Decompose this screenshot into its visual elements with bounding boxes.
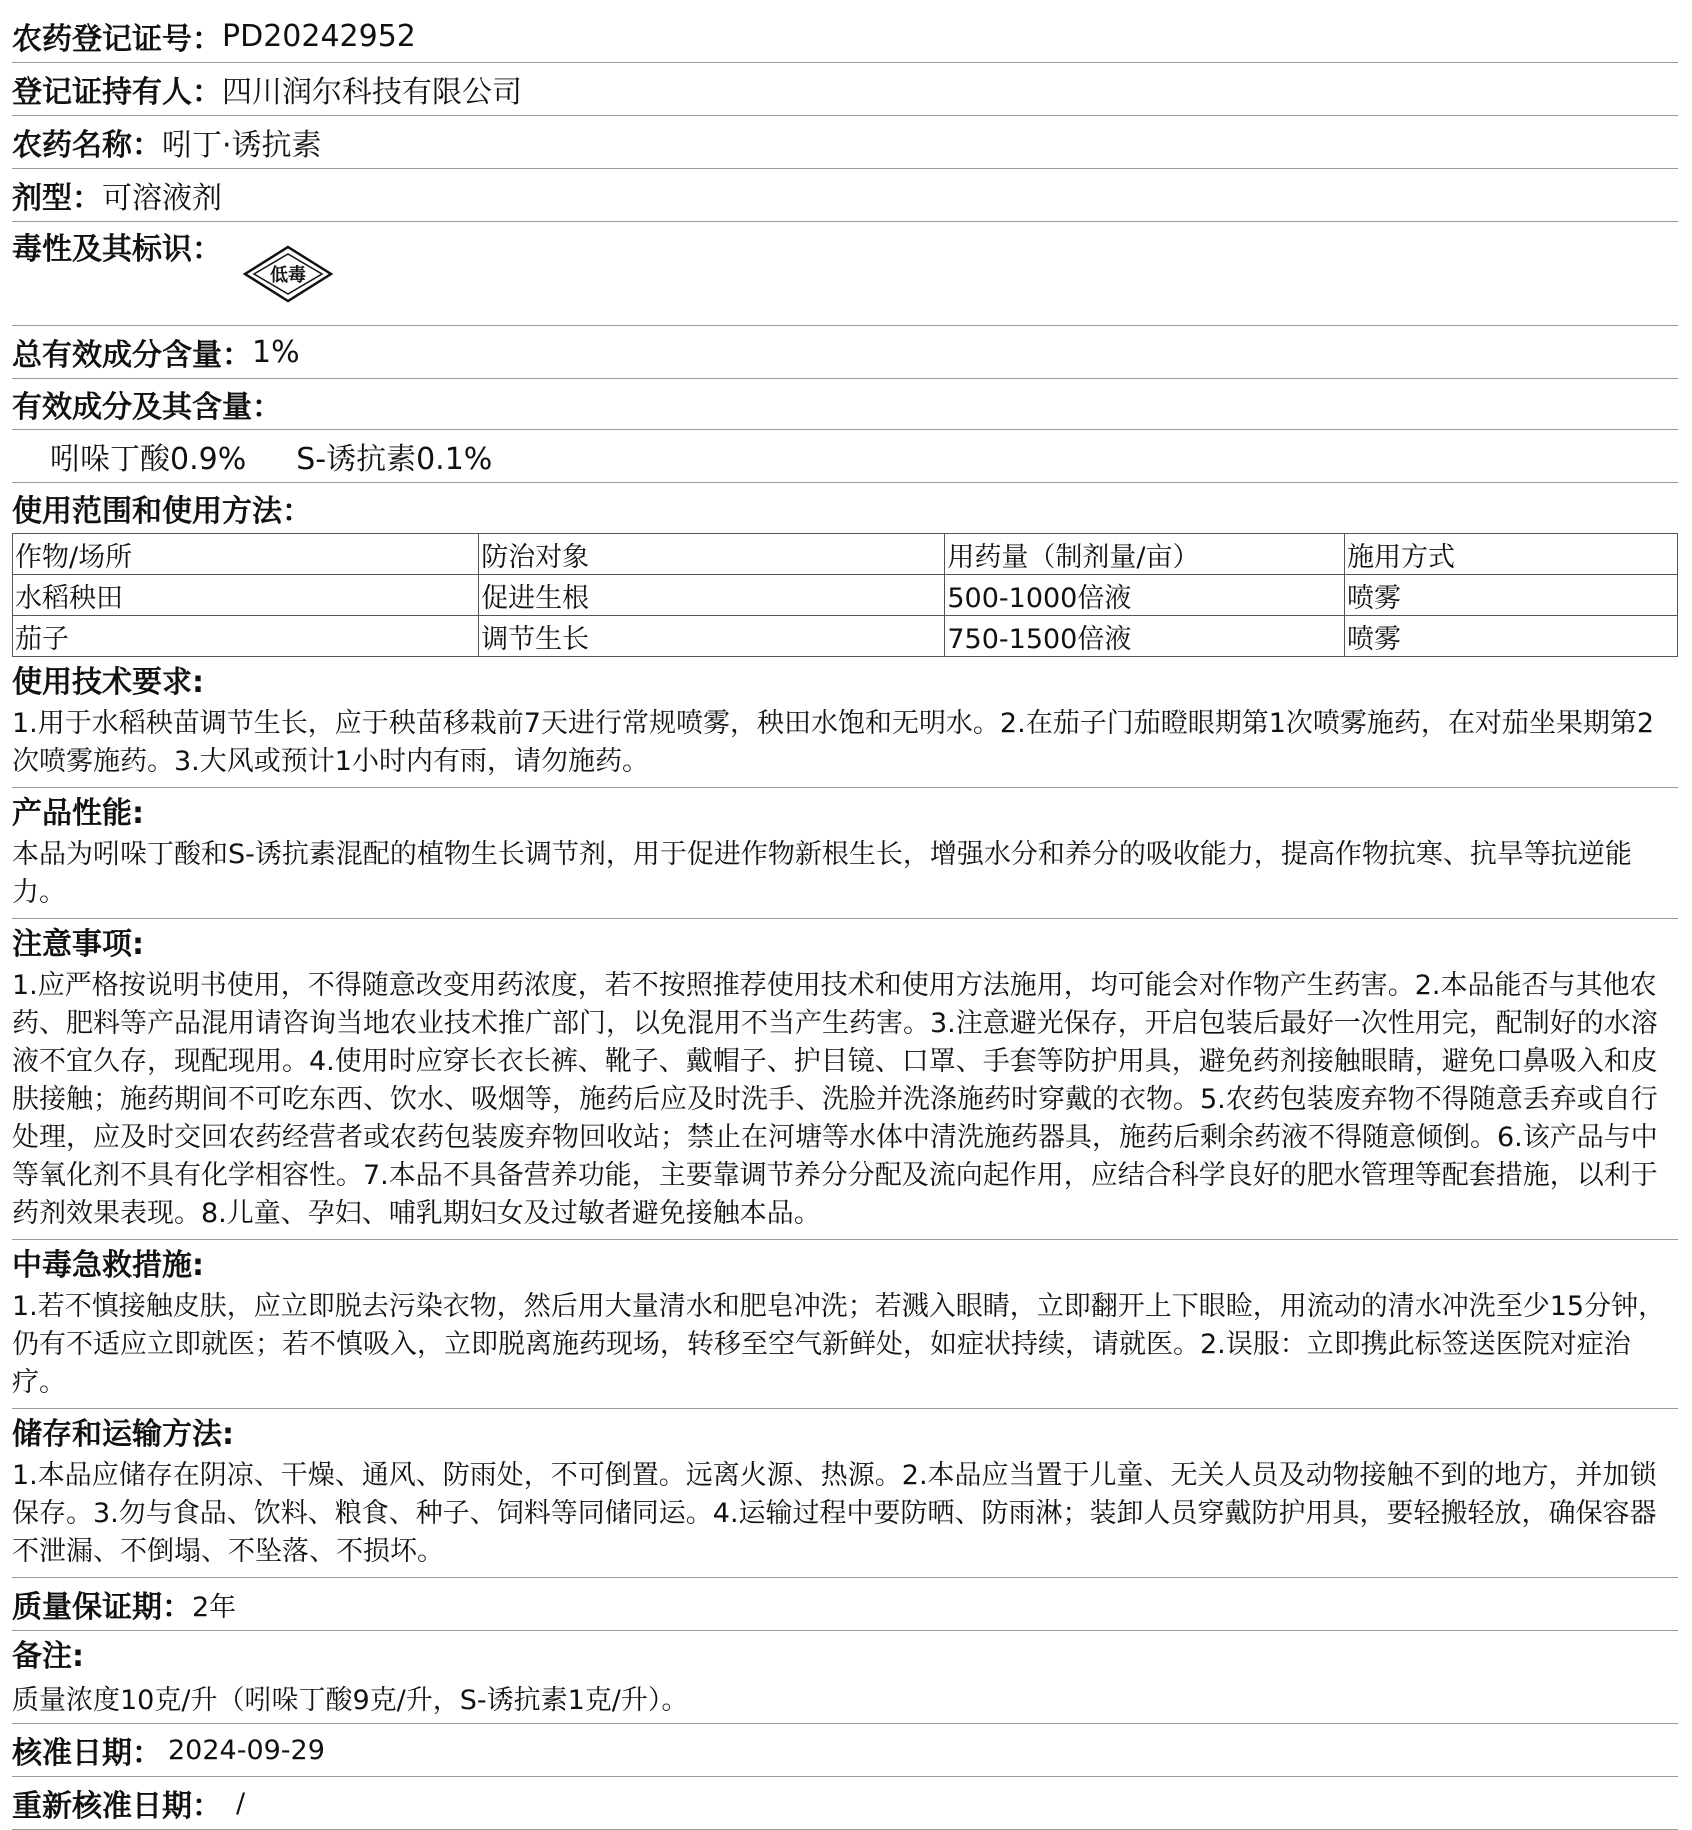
first-aid-section [12, 1240, 1678, 1409]
toxicity-badge-text: 低毒 [270, 265, 306, 286]
precautions-heading: 注意事项: [12, 927, 144, 962]
technical-requirements-heading: 使用技术要求: [12, 665, 204, 700]
usage-cell-target: 促进生根 [479, 575, 945, 616]
usage-table-header-row [13, 534, 1678, 575]
usage-cell-crop: 茄子 [13, 616, 479, 657]
formulation-value: 可溶液剂 [102, 181, 222, 216]
usage-heading: 使用范围和使用方法： [12, 494, 312, 529]
total-content-value: 1% [252, 334, 300, 370]
usage-cell-method: 喷雾 [1344, 575, 1677, 616]
technical-requirements-section [12, 657, 1678, 788]
pesticide-name-value: 吲丁·诱抗素 [162, 128, 322, 163]
registration-number-label: 农药登记证号： [12, 22, 222, 57]
remarks-section [12, 1631, 1678, 1724]
approval-date-label: 核准日期： [12, 1736, 162, 1771]
pesticide-name-row [12, 116, 1678, 169]
performance-text: 本品为吲哚丁酸和S-诱抗素混配的植物生长调节剂，用于促进作物新根生长，增强水分和养分的吸收能力，提高作物抗寒、抗旱等抗逆能力。 [12, 839, 1632, 908]
first-aid-text: 1.若不慎接触皮肤，应立即脱去污染衣物，然后用大量清水和肥皂冲洗；若溅入眼睛，立即翻开上下眼睑，用流动的清水冲洗至少15分钟，仍有不适应立即就医；若不慎吸入，立即脱离施药现场，转移至空气新鲜处，如症状持续，请就医。2.误服：立即携此标签送医院对症治疗。 [12, 1291, 1666, 1398]
usage-cell-target: 调节生长 [479, 616, 945, 657]
formulation-label: 剂型： [12, 181, 102, 216]
usage-cell-dosage: 500-1000倍液 [945, 575, 1345, 616]
reapproval-date-value: / [236, 1787, 246, 1819]
precautions-section [12, 919, 1678, 1240]
first-aid-heading: 中毒急救措施: [12, 1248, 204, 1283]
ingredients-list [12, 430, 1678, 483]
usage-col-target: 防治对象 [479, 534, 945, 575]
reapproval-date-row [12, 1777, 1678, 1830]
usage-col-method: 施用方式 [1344, 534, 1677, 575]
precautions-text: 1.应严格按说明书使用，不得随意改变用药浓度，若不按照推荐使用技术和使用方法施用，均可能会对作物产生药害。2.本品能否与其他农药、肥料等产品混用请咨询当地农业技术推广部门，以免混用不当产生药害。3.注意避光保存，开启包装后最好一次性用完，配制好的水溶液不宜久存，现配现用。4.使用时应穿长衣长裤、靴子、戴帽子、护目镜、口罩、手套等防护用具，避免药剂接触眼睛，避免口鼻吸入和皮肤接触；施药期间不可吃东西、饮水、吸烟等，施药后应及时洗手、洗脸并洗涤施药时穿戴的衣物。5.农药包装废弃物不得随意丢弃或自行处理，应及时交回农药经营者或农药包装废弃物回收站；禁止在河塘等水体中清洗施药器具，施药后剩余药液不得随意倾倒。6.该产品与中等氧化剂不具有化学相容性。7.本品不具备营养功能，主要靠调节养分分配及流向起作用，应结合科学良好的肥水管理等配套措施，以利于药剂效果表现。8.儿童、孕妇、哺乳期妇女及过敏者避免接触本品。 [12, 970, 1658, 1229]
toxicity-row [12, 222, 1678, 326]
usage-cell-method: 喷雾 [1344, 616, 1677, 657]
table-row [13, 575, 1678, 616]
performance-section [12, 788, 1678, 919]
approval-date-row [12, 1724, 1678, 1777]
holder-label: 登记证持有人： [12, 75, 222, 110]
usage-cell-crop: 水稻秧田 [13, 575, 479, 616]
ingredient-item: 吲哚丁酸0.9% [50, 442, 247, 477]
formulation-row [12, 169, 1678, 222]
holder-row [12, 63, 1678, 116]
reapproval-date-label: 重新核准日期： [12, 1789, 222, 1824]
pesticide-name-label: 农药名称： [12, 128, 162, 163]
usage-cell-dosage: 750-1500倍液 [945, 616, 1345, 657]
shelf-life-row [12, 1578, 1678, 1631]
remarks-heading: 备注: [12, 1639, 84, 1674]
holder-value: 四川润尔科技有限公司 [222, 75, 522, 110]
ingredient-item: S-诱抗素0.1% [296, 442, 493, 477]
remarks-text: 质量浓度10克/升（吲哚丁酸9克/升，S-诱抗素1克/升）。 [12, 1685, 689, 1716]
total-content-label: 总有效成分含量： [12, 338, 252, 373]
storage-text: 1.本品应储存在阴凉、干燥、通风、防雨处，不可倒置。远离火源、热源。2.本品应当置于儿童、无关人员及动物接触不到的地方，并加锁保存。3.勿与食品、饮料、粮食、种子、饲料等同储同运。4.运输过程中要防晒、防雨淋；装卸人员穿戴防护用具，要轻搬轻放，确保容器不泄漏、不倒塌、不坠落、不损坏。 [12, 1460, 1657, 1567]
ingredients-heading: 有效成分及其含量： [12, 379, 1678, 430]
registration-number-value: PD20242952 [222, 18, 416, 54]
registration-number-row [12, 10, 1678, 63]
usage-col-dosage: 用药量（制剂量/亩） [945, 534, 1345, 575]
usage-table [12, 533, 1678, 657]
toxicity-label: 毒性及其标识： [12, 232, 222, 267]
total-content-row [12, 326, 1678, 379]
storage-section [12, 1409, 1678, 1578]
usage-col-crop: 作物/场所 [13, 534, 479, 575]
approval-date-value: 2024-09-29 [168, 1734, 325, 1766]
shelf-life-value: 2年 [192, 1591, 237, 1623]
technical-requirements-text: 1.用于水稻秧苗调节生长，应于秧苗移栽前7天进行常规喷雾，秧田水饱和无明水。2.在茄子门茄瞪眼期第1次喷雾施药，在对茄坐果期第2次喷雾施药。3.大风或预计1小时内有雨，请勿施药。 [12, 708, 1655, 777]
table-row [13, 616, 1678, 657]
storage-heading: 储存和运输方法: [12, 1417, 234, 1452]
low-toxicity-icon [242, 244, 334, 312]
shelf-life-label: 质量保证期： [12, 1590, 192, 1625]
performance-heading: 产品性能: [12, 796, 144, 831]
